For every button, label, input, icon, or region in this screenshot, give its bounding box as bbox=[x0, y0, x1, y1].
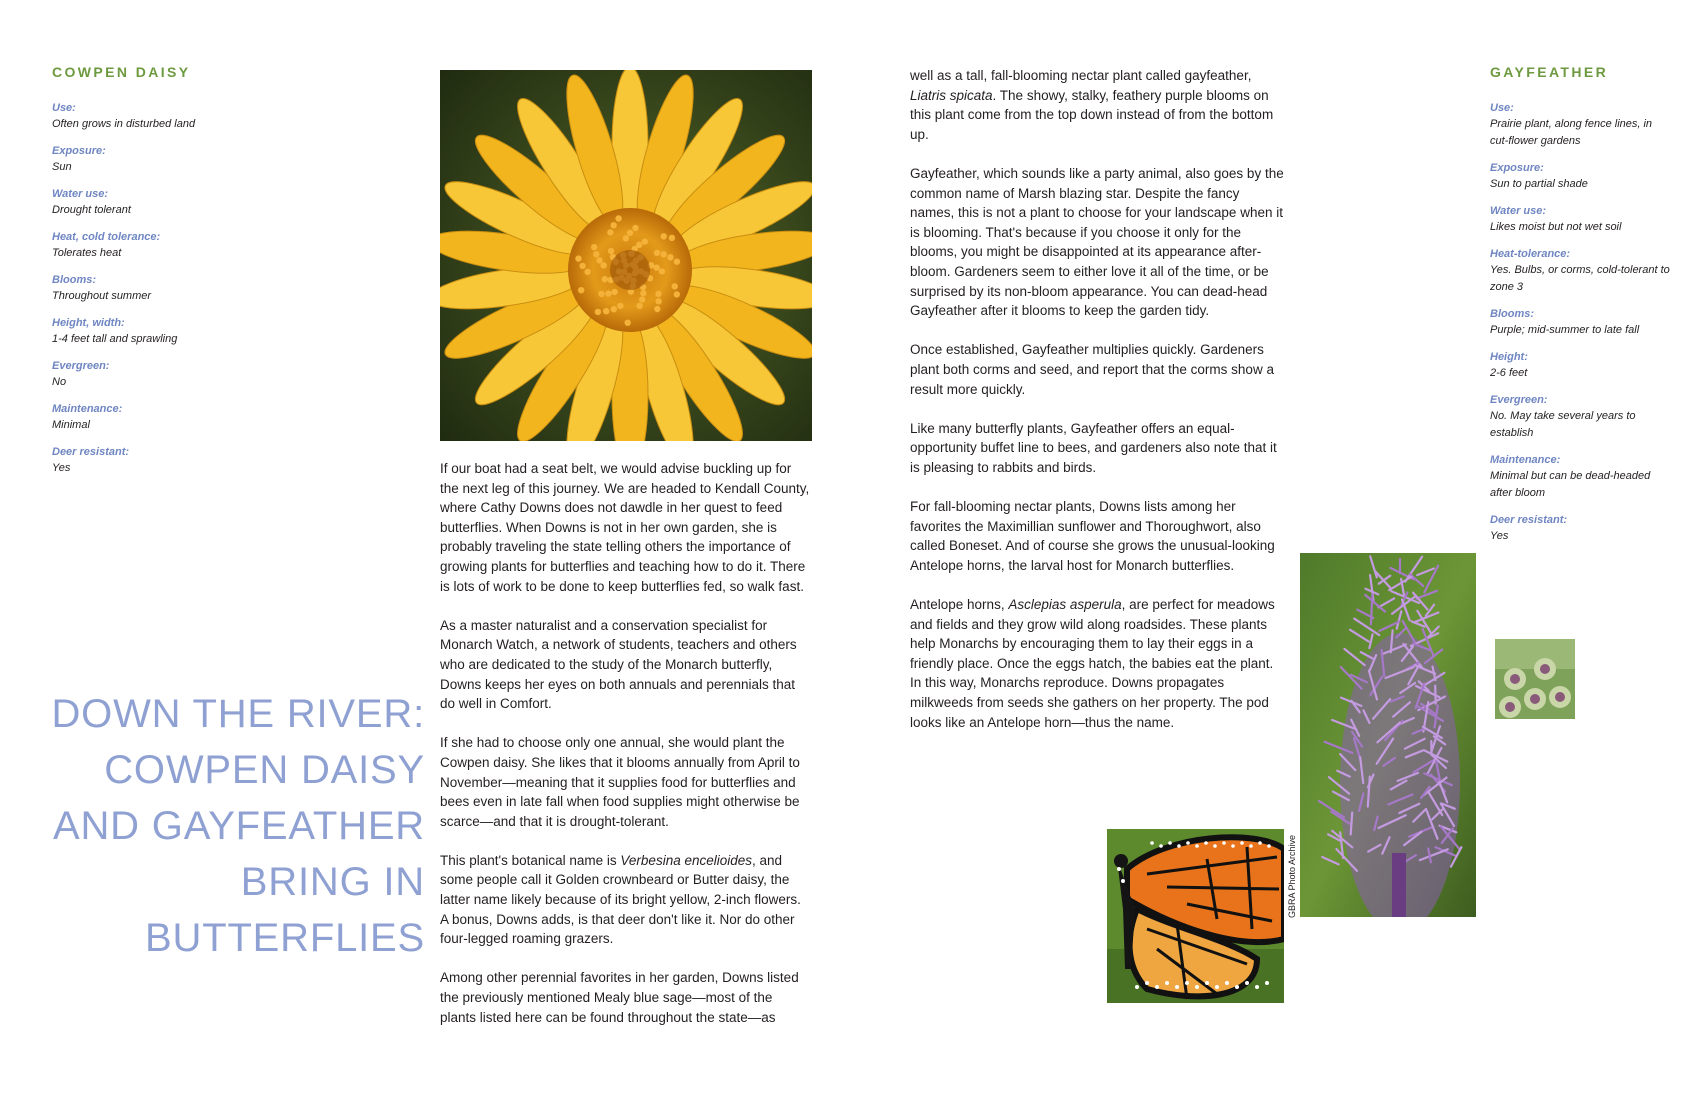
fact-heat-cold-tolerance bbox=[52, 229, 292, 262]
fact-evergreen bbox=[52, 358, 292, 391]
fact-value: Prairie plant, along fence lines, in cut-flower gardens bbox=[1490, 118, 1653, 147]
fact-value: Purple; mid-summer to late fall bbox=[1490, 324, 1640, 336]
fact-label: Water use: bbox=[52, 188, 109, 200]
fact-value: Minimal bbox=[52, 419, 90, 431]
fact-label: Deer resistant: bbox=[1490, 514, 1568, 526]
botanical-name: Liatris spicata bbox=[910, 87, 993, 103]
fact-heat-tolerance bbox=[1490, 246, 1670, 296]
gayfeather-title: GAYFEATHER bbox=[1490, 64, 1609, 80]
fact-exposure bbox=[52, 143, 292, 176]
body-paragraph bbox=[440, 851, 812, 949]
fact-label: Blooms: bbox=[1490, 308, 1534, 320]
gayfeather-image bbox=[1300, 553, 1476, 917]
fact-value: Sun to partial shade bbox=[1490, 178, 1588, 190]
antelope-horns-image bbox=[1495, 639, 1575, 719]
fact-exposure bbox=[1490, 160, 1670, 193]
fact-value: Minimal but can be dead-headed after bloom bbox=[1490, 470, 1651, 499]
gayfeather-photo bbox=[1300, 553, 1476, 917]
fact-value: Yes bbox=[1490, 530, 1509, 542]
body-paragraph: If our boat had a seat belt, we would advise buckling up for the next leg of this journey. We are headed to Kendall County, where Cathy Downs does not dawdle in her quest to feed butterflies. When Downs is not in her own garden, she is probably traveling the state telling others the importance of growing plants for butterflies and teaching how to do it. There is lots of work to be done to keep butterflies fed, so walk fast. bbox=[440, 461, 810, 594]
fact-label: Maintenance: bbox=[52, 403, 123, 415]
gayfeather-factbox bbox=[1490, 64, 1670, 555]
fact-value: Yes bbox=[52, 462, 71, 474]
fact-label: Blooms: bbox=[52, 274, 96, 286]
text-run: Antelope horns, bbox=[910, 597, 1009, 613]
cowpen-daisy-photo bbox=[440, 70, 812, 441]
body-paragraph: For fall-blooming nectar plants, Downs lists among her favorites the Maximillian sunflower and Thoroughwort, also called Boneset. And of course she grows the unusual-looking Antelope horns, the larval host for Monarch butterflies. bbox=[910, 499, 1275, 573]
headline-line: COWPEN DAISY bbox=[104, 748, 425, 792]
fact-label: Evergreen: bbox=[1490, 394, 1548, 406]
fact-use bbox=[1490, 100, 1670, 150]
fact-value: Yes. Bulbs, or corms, cold-tolerant to zone 3 bbox=[1490, 264, 1670, 293]
headline-line: DOWN THE RIVER: bbox=[51, 692, 425, 736]
fact-evergreen bbox=[1490, 392, 1670, 442]
fact-value: No bbox=[52, 376, 67, 388]
text-run: , are perfect for meadows and fields and they grow wild along roadsides. These plants help Monarchs by encouraging them to lay their eggs in a friendly place. Once the eggs hatch, the babies eat the plant. In this way, Monarchs reproduce. Downs propagates milkweeds from seeds she gathers on her property. The pod looks like an Antelope horn—thus the name. bbox=[910, 597, 1275, 730]
photo-credit: GBRA Photo Archive bbox=[1287, 834, 1297, 918]
text-run: . The showy, stalky, feathery purple blooms on this plant come from the top down instead of from the bottom up. bbox=[910, 87, 1274, 142]
fact-deer-resistant bbox=[52, 444, 292, 477]
text-run: , and some people call it Golden crownbeard or Butter daisy, the latter name likely because of its bright yellow, 2-inch flowers. A bonus, Downs adds, is that deer don't like it. Nor do other four-legged roaming grazers. bbox=[440, 852, 801, 947]
fact-label: Use: bbox=[1490, 102, 1514, 114]
fact-value: Sun bbox=[52, 161, 72, 173]
fact-label: Use: bbox=[52, 102, 76, 114]
fact-deer-resistant bbox=[1490, 512, 1670, 545]
fact-label: Height, width: bbox=[52, 317, 125, 329]
fact-value: 1-4 feet tall and sprawling bbox=[52, 333, 178, 345]
fact-value: Drought tolerant bbox=[52, 204, 131, 216]
fact-label: Heat, cold tolerance: bbox=[52, 231, 161, 243]
body-paragraph: Gayfeather, which sounds like a party animal, also goes by the common name of Marsh blazing star. Despite the fancy names, this is not a plant to choose for your landscape when it is blooming. That's because if you choose it only for the blooms, you might be disappointed at its appearance after-bloom. Gardeners seem to either love it all of the time, or be surprised by its non-bloom appearance. You can dead-head Gayfeather after it blooms to keep the garden tidy. bbox=[910, 165, 1284, 319]
article-headline bbox=[40, 686, 425, 966]
fact-value: No. May take several years to establish bbox=[1490, 410, 1636, 439]
body-paragraph: Like many butterfly plants, Gayfeather offers an equal-opportunity buffet line to bees, and gardeners also note that it is pleasing to rabbits and birds. bbox=[910, 420, 1277, 475]
text-run: This plant's botanical name is bbox=[440, 852, 621, 868]
article-body-column-2 bbox=[910, 66, 1286, 752]
cowpen-daisy-factbox bbox=[52, 64, 292, 487]
body-paragraph: If she had to choose only one annual, she would plant the Cowpen daisy. She likes that it blooms annually from April to November—meaning that it supplies food for butterflies and bees even in late fall when food supplies might otherwise be scarce—and that it is drought-tolerant. bbox=[440, 735, 800, 829]
fact-water-use bbox=[52, 186, 292, 219]
body-paragraph: Once established, Gayfeather multiplies quickly. Gardeners plant both corms and seed, and report that the corms show a result more quickly. bbox=[910, 342, 1274, 397]
fact-maintenance bbox=[52, 401, 292, 434]
fact-height-width bbox=[52, 315, 292, 348]
cowpen-daisy-image bbox=[440, 70, 812, 441]
headline-line: BUTTERFLIES bbox=[145, 916, 425, 960]
headline-line: BRING IN bbox=[240, 860, 425, 904]
fact-height bbox=[1490, 349, 1670, 382]
body-paragraph bbox=[910, 595, 1286, 732]
monarch-butterfly-image bbox=[1107, 829, 1284, 1003]
body-paragraph: Among other perennial favorites in her garden, Downs listed the previously mentioned Mealy blue sage—most of the plants listed here can be found throughout the state—as bbox=[440, 970, 799, 1025]
fact-label: Height: bbox=[1490, 351, 1528, 363]
fact-blooms bbox=[1490, 306, 1670, 339]
antelope-horns-photo bbox=[1495, 639, 1575, 719]
monarch-butterfly-photo bbox=[1107, 829, 1284, 1003]
fact-maintenance bbox=[1490, 452, 1670, 502]
fact-value: 2-6 feet bbox=[1490, 367, 1528, 379]
text-run: well as a tall, fall-blooming nectar plant called gayfeather, bbox=[910, 68, 1252, 83]
cowpen-daisy-title: COWPEN DAISY bbox=[52, 64, 191, 80]
fact-label: Water use: bbox=[1490, 205, 1547, 217]
body-paragraph bbox=[910, 66, 1286, 144]
botanical-name: Asclepias asperula bbox=[1008, 597, 1122, 613]
headline-line: AND GAYFEATHER bbox=[53, 804, 425, 848]
fact-label: Evergreen: bbox=[52, 360, 110, 372]
fact-value: Throughout summer bbox=[52, 290, 152, 302]
body-paragraph: As a master naturalist and a conservation specialist for Monarch Watch, a network of students, teachers and others who are dedicated to the study of the Monarch butterfly, Downs keeps her eyes on both annuals and perennials that do well in Comfort. bbox=[440, 617, 797, 712]
fact-use bbox=[52, 100, 292, 133]
fact-label: Maintenance: bbox=[1490, 454, 1561, 466]
fact-value: Tolerates heat bbox=[52, 247, 122, 259]
fact-blooms bbox=[52, 272, 292, 305]
fact-label: Deer resistant: bbox=[52, 446, 130, 458]
fact-label: Heat-tolerance: bbox=[1490, 248, 1571, 260]
article-body-column-1 bbox=[440, 459, 812, 1047]
fact-label: Exposure: bbox=[1490, 162, 1544, 174]
fact-value: Likes moist but not wet soil bbox=[1490, 221, 1622, 233]
fact-water-use bbox=[1490, 203, 1670, 236]
fact-label: Exposure: bbox=[52, 145, 106, 157]
botanical-name: Verbesina encelioides bbox=[620, 852, 753, 868]
fact-value: Often grows in disturbed land bbox=[52, 118, 196, 130]
